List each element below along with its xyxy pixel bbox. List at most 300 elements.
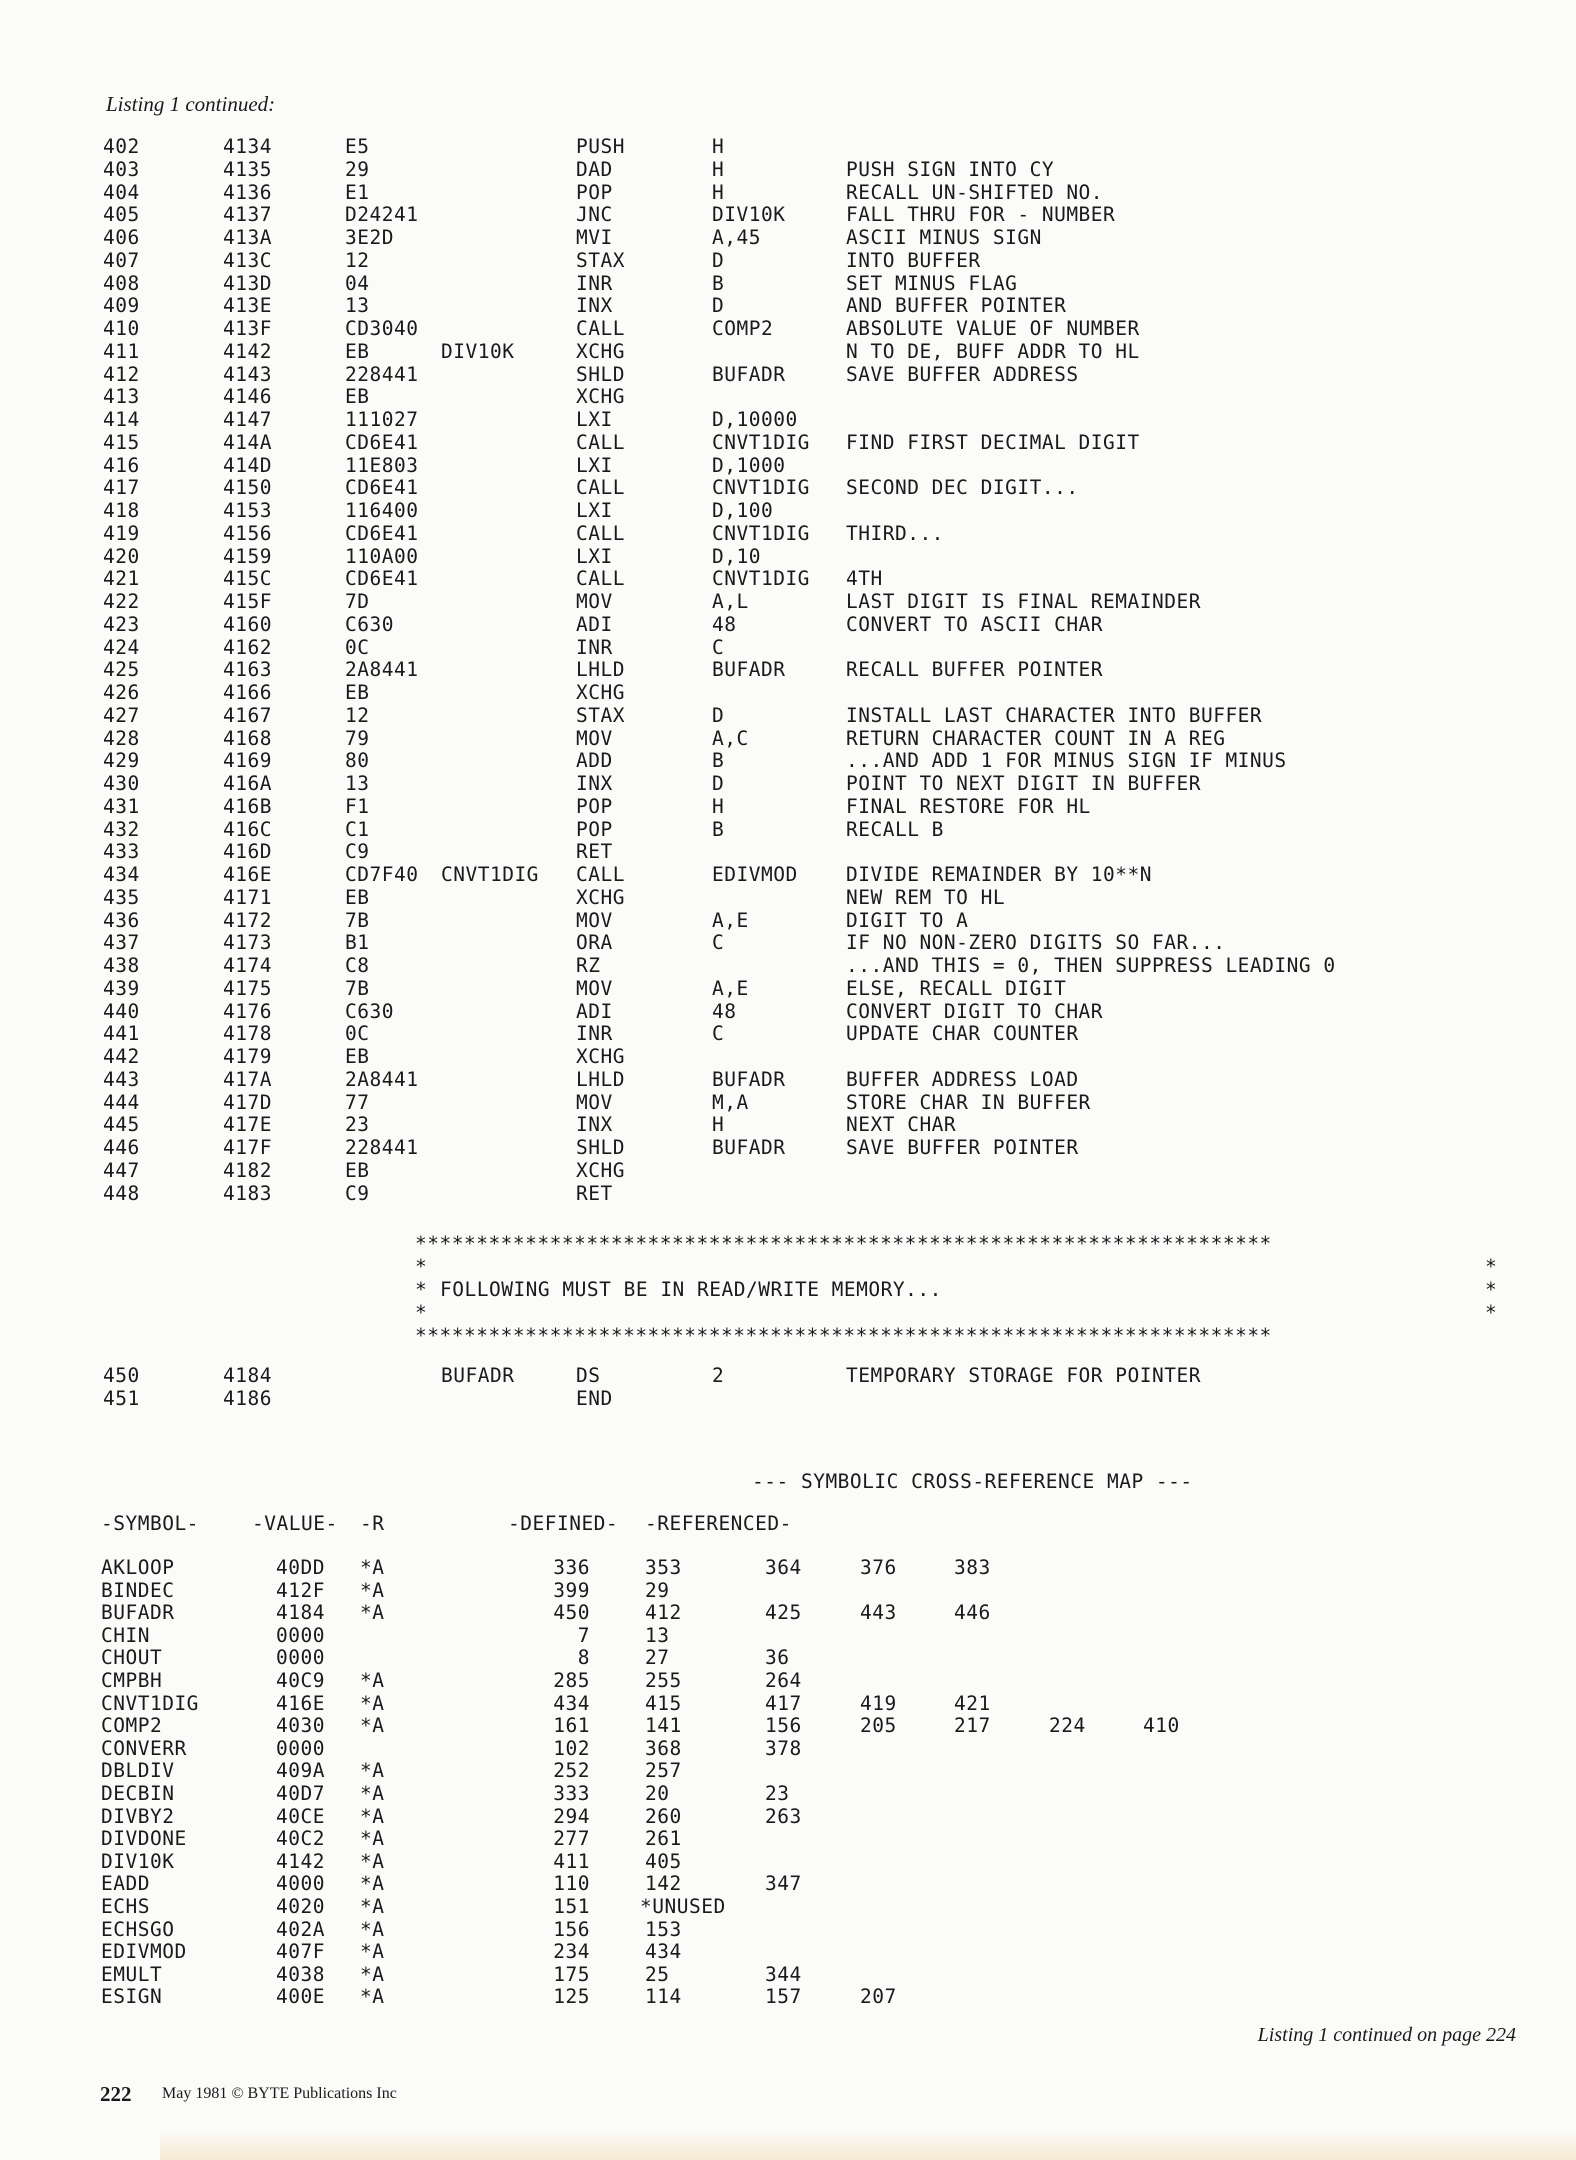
listing-line-number: 445 [103,1113,140,1137]
listing-address: 4166 [223,681,272,704]
xref-symbol: BUFADR [101,1601,175,1625]
listing-row [0,1387,1576,1410]
listing-address: 417D [223,1090,272,1114]
listing-row [0,1136,1576,1159]
listing-opcode: ADD [576,749,613,773]
listing-line-number: 418 [103,499,140,522]
xref-defined: 285 [553,1669,590,1692]
xref-reference: 27 [645,1646,670,1670]
xref-row [0,1624,1576,1647]
listing-operand: D [712,772,725,795]
listing-opcode: XCHG [576,1158,625,1182]
xref-reference: 217 [954,1714,991,1738]
xref-value: 40DD [276,1556,325,1579]
xref-reference: 114 [645,1985,682,2009]
listing-row [0,749,1576,772]
listing-object-code: 13 [345,294,370,318]
listing-opcode: XCHG [576,681,625,704]
listing-line-number: 440 [103,999,140,1023]
listing-row [0,1022,1576,1045]
xref-defined: 434 [553,1691,590,1715]
listing-address: 4137 [223,203,272,227]
listing-address: 416D [223,840,272,864]
xref-value: 0000 [276,1623,325,1647]
xref-row [0,1918,1576,1941]
xref-defined: 277 [553,1827,590,1851]
listing-line-number: 423 [103,612,140,636]
xref-relocation: *A [360,1804,385,1828]
listing-comment: UPDATE CHAR COUNTER [846,1022,1079,1046]
listing-address: 4179 [223,1045,272,1068]
listing-row [0,454,1576,477]
listing-object-code: 116400 [345,499,419,522]
banner-left-edge: * [415,1278,428,1301]
listing-line-number: 407 [103,248,140,272]
listing-address: 4182 [223,1158,272,1182]
listing-object-code: 2A8441 [345,658,419,682]
xref-relocation: *A [360,1895,385,1918]
listing-comment: TEMPORARY STORAGE FOR POINTER [846,1364,1201,1387]
listing-row [0,294,1576,317]
listing-object-code: E1 [345,180,370,204]
xref-reference: 376 [860,1556,897,1579]
listing-address: 4159 [223,544,272,568]
listing-opcode: JNC [576,203,613,227]
listing-address: 4172 [223,908,272,932]
xref-row [0,1737,1576,1760]
listing-object-code: E5 [345,135,370,158]
xref-relocation: *A [360,1669,385,1692]
xref-relocation: *A [360,1759,385,1783]
listing-row [0,408,1576,431]
listing-line-number: 437 [103,931,140,955]
listing-row [0,863,1576,886]
listing-object-code: 80 [345,749,370,773]
listing-address: 4150 [223,476,272,500]
listing-comment: N TO DE, BUFF ADDR TO HL [846,339,1140,363]
listing-row [0,1045,1576,1068]
xref-relocation: *A [360,1962,385,1986]
xref-reference: 224 [1049,1714,1086,1738]
listing-object-code: 11E803 [345,453,419,477]
listing-address: 4176 [223,999,272,1023]
listing-line-number: 447 [103,1158,140,1182]
listing-object-code: 110A00 [345,544,419,568]
listing-line-number: 441 [103,1022,140,1046]
xref-symbol: CHIN [101,1623,150,1647]
xref-reference: 347 [765,1872,802,1896]
listing-operand: D [712,294,725,318]
xref-value: 412F [276,1578,325,1602]
listing-opcode: END [576,1386,613,1410]
listing-opcode: CALL [576,567,625,591]
listing-address: 413C [223,248,272,272]
listing-address: 4173 [223,931,272,955]
listing-line-number: 415 [103,430,140,454]
listing-label: BUFADR [441,1364,515,1387]
xref-symbol: ESIGN [101,1985,163,2009]
xref-value: 400E [276,1985,325,2009]
listing-object-code: EB [345,1158,370,1182]
listing-comment: THIRD... [846,521,944,545]
xref-defined: 7 [577,1623,590,1647]
xref-reference: 446 [954,1601,991,1625]
listing-line-number: 416 [103,453,140,477]
listing-row [0,1113,1576,1136]
listing-address: 4184 [223,1364,272,1387]
xref-symbol: DIVBY2 [101,1804,175,1828]
listing-opcode: SHLD [576,1136,625,1159]
listing-line-number: 430 [103,772,140,795]
xref-reference: 383 [954,1556,991,1579]
xref-header-value: -VALUE- [252,1512,338,1535]
listing-address: 416B [223,794,272,818]
listing-opcode: DAD [576,157,613,181]
listing-operand: 48 [712,999,737,1023]
listing-comment: IF NO NON-ZERO DIGITS SO FAR... [846,931,1226,955]
xref-row [0,1850,1576,1873]
banner-left-edge: * [415,1255,428,1278]
listing-line-number: 435 [103,885,140,909]
listing-comment: 4TH [846,567,883,591]
listing-opcode: LXI [576,499,613,522]
listing-opcode: SHLD [576,362,625,386]
listing-line-number: 413 [103,385,140,409]
listing-opcode: DS [576,1364,601,1387]
listing-address: 413E [223,294,272,318]
listing-opcode: LHLD [576,1067,625,1091]
listing-line-number: 432 [103,817,140,841]
xref-reference: 141 [645,1714,682,1738]
listing-operand: D,100 [712,499,774,522]
listing-object-code: EB [345,385,370,409]
xref-row [0,1601,1576,1624]
listing-line-number: 417 [103,476,140,500]
xref-header-referenced: -REFERENCED- [645,1512,792,1535]
listing-address: 413A [223,226,272,249]
listing-object-code: EB [345,339,370,363]
listing-operand: 2 [712,1364,725,1387]
listing-line-number: 411 [103,339,140,363]
xref-reference: 417 [765,1691,802,1715]
listing-address: 4135 [223,157,272,181]
xref-reference: 25 [645,1962,670,1986]
listing-row [0,613,1576,636]
xref-value: 0000 [276,1736,325,1760]
listing-line-number: 409 [103,294,140,318]
xref-relocation: *A [360,1782,385,1805]
listing-row [0,704,1576,727]
listing-row [0,545,1576,568]
listing-object-code: C8 [345,954,370,977]
listing-row [0,931,1576,954]
listing-row [0,1159,1576,1182]
listing-opcode: CALL [576,863,625,886]
xref-relocation: *A [360,1985,385,2009]
listing-label: CNVT1DIG [441,863,539,886]
listing-address: 4174 [223,954,272,977]
listing-row [0,909,1576,932]
listing-line-number: 419 [103,521,140,545]
banner-text: FOLLOWING MUST BE IN READ/WRITE MEMORY... [440,1278,942,1301]
listing-comment: ABSOLUTE VALUE OF NUMBER [846,317,1140,340]
listing-comment: DIVIDE REMAINDER BY 10**N [846,863,1152,886]
listing-operand: D [712,248,725,272]
listing-opcode: ADI [576,612,613,636]
xref-reference: 344 [765,1962,802,1986]
xref-value: 4184 [276,1601,325,1625]
listing-operand: COMP2 [712,317,774,340]
listing-object-code: 0C [345,1022,370,1046]
listing-address: 417E [223,1113,272,1137]
listing-operand: A,L [712,590,749,613]
xref-defined: 110 [553,1872,590,1896]
listing-object-code: EB [345,681,370,704]
listing-object-code: 77 [345,1090,370,1114]
xref-value: 40D7 [276,1782,325,1805]
listing-object-code: 0C [345,635,370,659]
listing-object-code: EB [345,885,370,909]
listing-operand: H [712,157,725,181]
listing-object-code: CD7F40 [345,863,419,886]
xref-value: 40C9 [276,1669,325,1692]
listing-opcode: INX [576,772,613,795]
listing-opcode: INR [576,635,613,659]
listing-opcode: POP [576,817,613,841]
listing-comment: NEW REM TO HL [846,885,1006,909]
listing-opcode: LXI [576,408,613,431]
xref-relocation: *A [360,1714,385,1738]
listing-row [0,340,1576,363]
xref-value: 4038 [276,1962,325,1986]
listing-object-code: C630 [345,999,394,1023]
listing-opcode: CALL [576,521,625,545]
listing-object-code: 228441 [345,362,419,386]
listing-row [0,772,1576,795]
listing-line-number: 421 [103,567,140,591]
listing-row [0,249,1576,272]
listing-opcode: POP [576,180,613,204]
listing-row [0,590,1576,613]
listing-object-code: 7B [345,976,370,1000]
xref-reference: 23 [765,1782,790,1805]
listing-line-number: 442 [103,1045,140,1068]
listing-operand: D,10000 [712,408,798,431]
listing-row [0,681,1576,704]
listing-row [0,181,1576,204]
xref-reference: 364 [765,1556,802,1579]
listing-operand: B [712,271,725,295]
listing-object-code: D24241 [345,203,419,227]
xref-value: 40C2 [276,1827,325,1851]
listing-object-code: CD3040 [345,317,419,340]
listing-operand: H [712,135,725,158]
xref-row [0,1872,1576,1895]
listing-label: DIV10K [441,339,515,363]
xref-reference: 156 [765,1714,802,1738]
listing-comment: RECALL B [846,817,944,841]
listing-address: 4171 [223,885,272,909]
listing-comment: ASCII MINUS SIGN [846,226,1042,249]
xref-row [0,1556,1576,1579]
xref-reference: 353 [645,1556,682,1579]
xref-header-defined: -DEFINED- [508,1512,619,1535]
xref-defined: 161 [553,1714,590,1738]
listing-address: 4175 [223,976,272,1000]
xref-defined: 399 [553,1578,590,1602]
xref-defined: 125 [553,1985,590,2009]
listing-operand: M,A [712,1090,749,1114]
xref-row [0,1714,1576,1737]
listing-comment: FIND FIRST DECIMAL DIGIT [846,430,1140,454]
xref-value: 402A [276,1917,325,1941]
listing-address: 4163 [223,658,272,682]
listing-line-number: 425 [103,658,140,682]
xref-reference: 419 [860,1691,897,1715]
listing-line-number: 408 [103,271,140,295]
listing-object-code: C9 [345,840,370,864]
listing-operand: CNVT1DIG [712,476,810,500]
xref-value: 40CE [276,1804,325,1828]
listing-line-number: 433 [103,840,140,864]
listing-comment: CONVERT DIGIT TO CHAR [846,999,1104,1023]
xref-reference: 207 [860,1985,897,2009]
xref-value: 416E [276,1691,325,1715]
xref-reference: 157 [765,1985,802,2009]
listing-line-number: 429 [103,749,140,773]
listing-address: 415F [223,590,272,613]
listing-address: 4143 [223,362,272,386]
xref-reference: 257 [645,1759,682,1783]
listing-comment: CONVERT TO ASCII CHAR [846,612,1104,636]
xref-reference: 421 [954,1691,991,1715]
publication-line: May 1981 © BYTE Publications Inc [162,2085,397,2102]
listing-row [0,1364,1576,1387]
xref-row [0,1940,1576,1963]
listing-operand: C [712,635,725,659]
xref-defined: 102 [553,1736,590,1760]
listing-opcode: RZ [576,954,601,977]
listing-line-number: 402 [103,135,140,158]
listing-operand: BUFADR [712,362,786,386]
listing-operand: BUFADR [712,658,786,682]
xref-defined: 294 [553,1804,590,1828]
listing-operand: D,1000 [712,453,786,477]
banner-right-edge: * [1485,1278,1498,1301]
listing-object-code: 228441 [345,1136,419,1159]
xref-reference: 368 [645,1736,682,1760]
listing-object-code: CD6E41 [345,521,419,545]
xref-row [0,1669,1576,1692]
listing-line-number: 404 [103,180,140,204]
xref-defined: 336 [553,1556,590,1579]
listing-line-number: 446 [103,1136,140,1159]
listing-row [0,1068,1576,1091]
listing-comment: PUSH SIGN INTO CY [846,157,1055,181]
xref-symbol: BINDEC [101,1578,175,1602]
xref-relocation: *A [360,1940,385,1964]
listing-line-number: 428 [103,726,140,750]
xref-symbol: DIV10K [101,1849,175,1873]
listing-operand: A,C [712,726,749,750]
listing-row [0,431,1576,454]
listing-opcode: XCHG [576,885,625,909]
listing-operand: C [712,931,725,955]
xref-reference: 205 [860,1714,897,1738]
xref-value: 4030 [276,1714,325,1738]
listing-opcode: LXI [576,544,613,568]
xref-symbol: ECHSGO [101,1917,175,1941]
listing-comment: RECALL UN-SHIFTED NO. [846,180,1104,204]
listing-operand: CNVT1DIG [712,567,810,591]
listing-opcode: STAX [576,248,625,272]
xref-row [0,1827,1576,1850]
paper-edge [160,2130,1576,2160]
listing-address: 414D [223,453,272,477]
listing-object-code: B1 [345,931,370,955]
listing-address: 4186 [223,1386,272,1410]
listing-operand: A,E [712,976,749,1000]
listing-address: 416A [223,772,272,795]
listing-line-number: 448 [103,1181,140,1205]
listing-opcode: POP [576,794,613,818]
xref-header-row [0,1512,1576,1535]
listing-row [0,636,1576,659]
listing-comment: ...AND ADD 1 FOR MINUS SIGN IF MINUS [846,749,1287,773]
listing-operand: B [712,817,725,841]
listing-comment: SECOND DEC DIGIT... [846,476,1079,500]
listing-object-code: 79 [345,726,370,750]
xref-symbol: EDIVMOD [101,1940,187,1964]
listing-address: 4169 [223,749,272,773]
listing-row [0,658,1576,681]
listing-operand: H [712,794,725,818]
listing-operand: BUFADR [712,1067,786,1091]
listing-address: 416C [223,817,272,841]
xref-symbol: DBLDIV [101,1759,175,1783]
xref-symbol: CMPBH [101,1669,163,1692]
xref-symbol: DIVDONE [101,1827,187,1851]
listing-row [0,886,1576,909]
banner-right-edge: * [1485,1301,1498,1324]
xref-defined: 156 [553,1917,590,1941]
banner-left-edge: * [415,1301,428,1324]
xref-reference: 255 [645,1669,682,1692]
listing-row [0,840,1576,863]
xref-reference: 412 [645,1601,682,1625]
xref-relocation: *A [360,1827,385,1851]
listing-row [0,795,1576,818]
listing-row [0,522,1576,545]
xref-defined: 234 [553,1940,590,1964]
listing-line-number: 420 [103,544,140,568]
listing-line-number: 403 [103,157,140,181]
xref-reference: 378 [765,1736,802,1760]
listing-address: 4142 [223,339,272,363]
listing-object-code: 3E2D [345,226,394,249]
listing-object-code: EB [345,1045,370,1068]
listing-object-code: 23 [345,1113,370,1137]
xref-reference: 260 [645,1804,682,1828]
listing-opcode: MOV [576,726,613,750]
listing-opcode: CALL [576,317,625,340]
listing-object-code: C1 [345,817,370,841]
listing-row [0,363,1576,386]
listing-opcode: RET [576,840,613,864]
listing-line-number: 444 [103,1090,140,1114]
xref-reference: 20 [645,1782,670,1805]
listing-address: 417A [223,1067,272,1091]
